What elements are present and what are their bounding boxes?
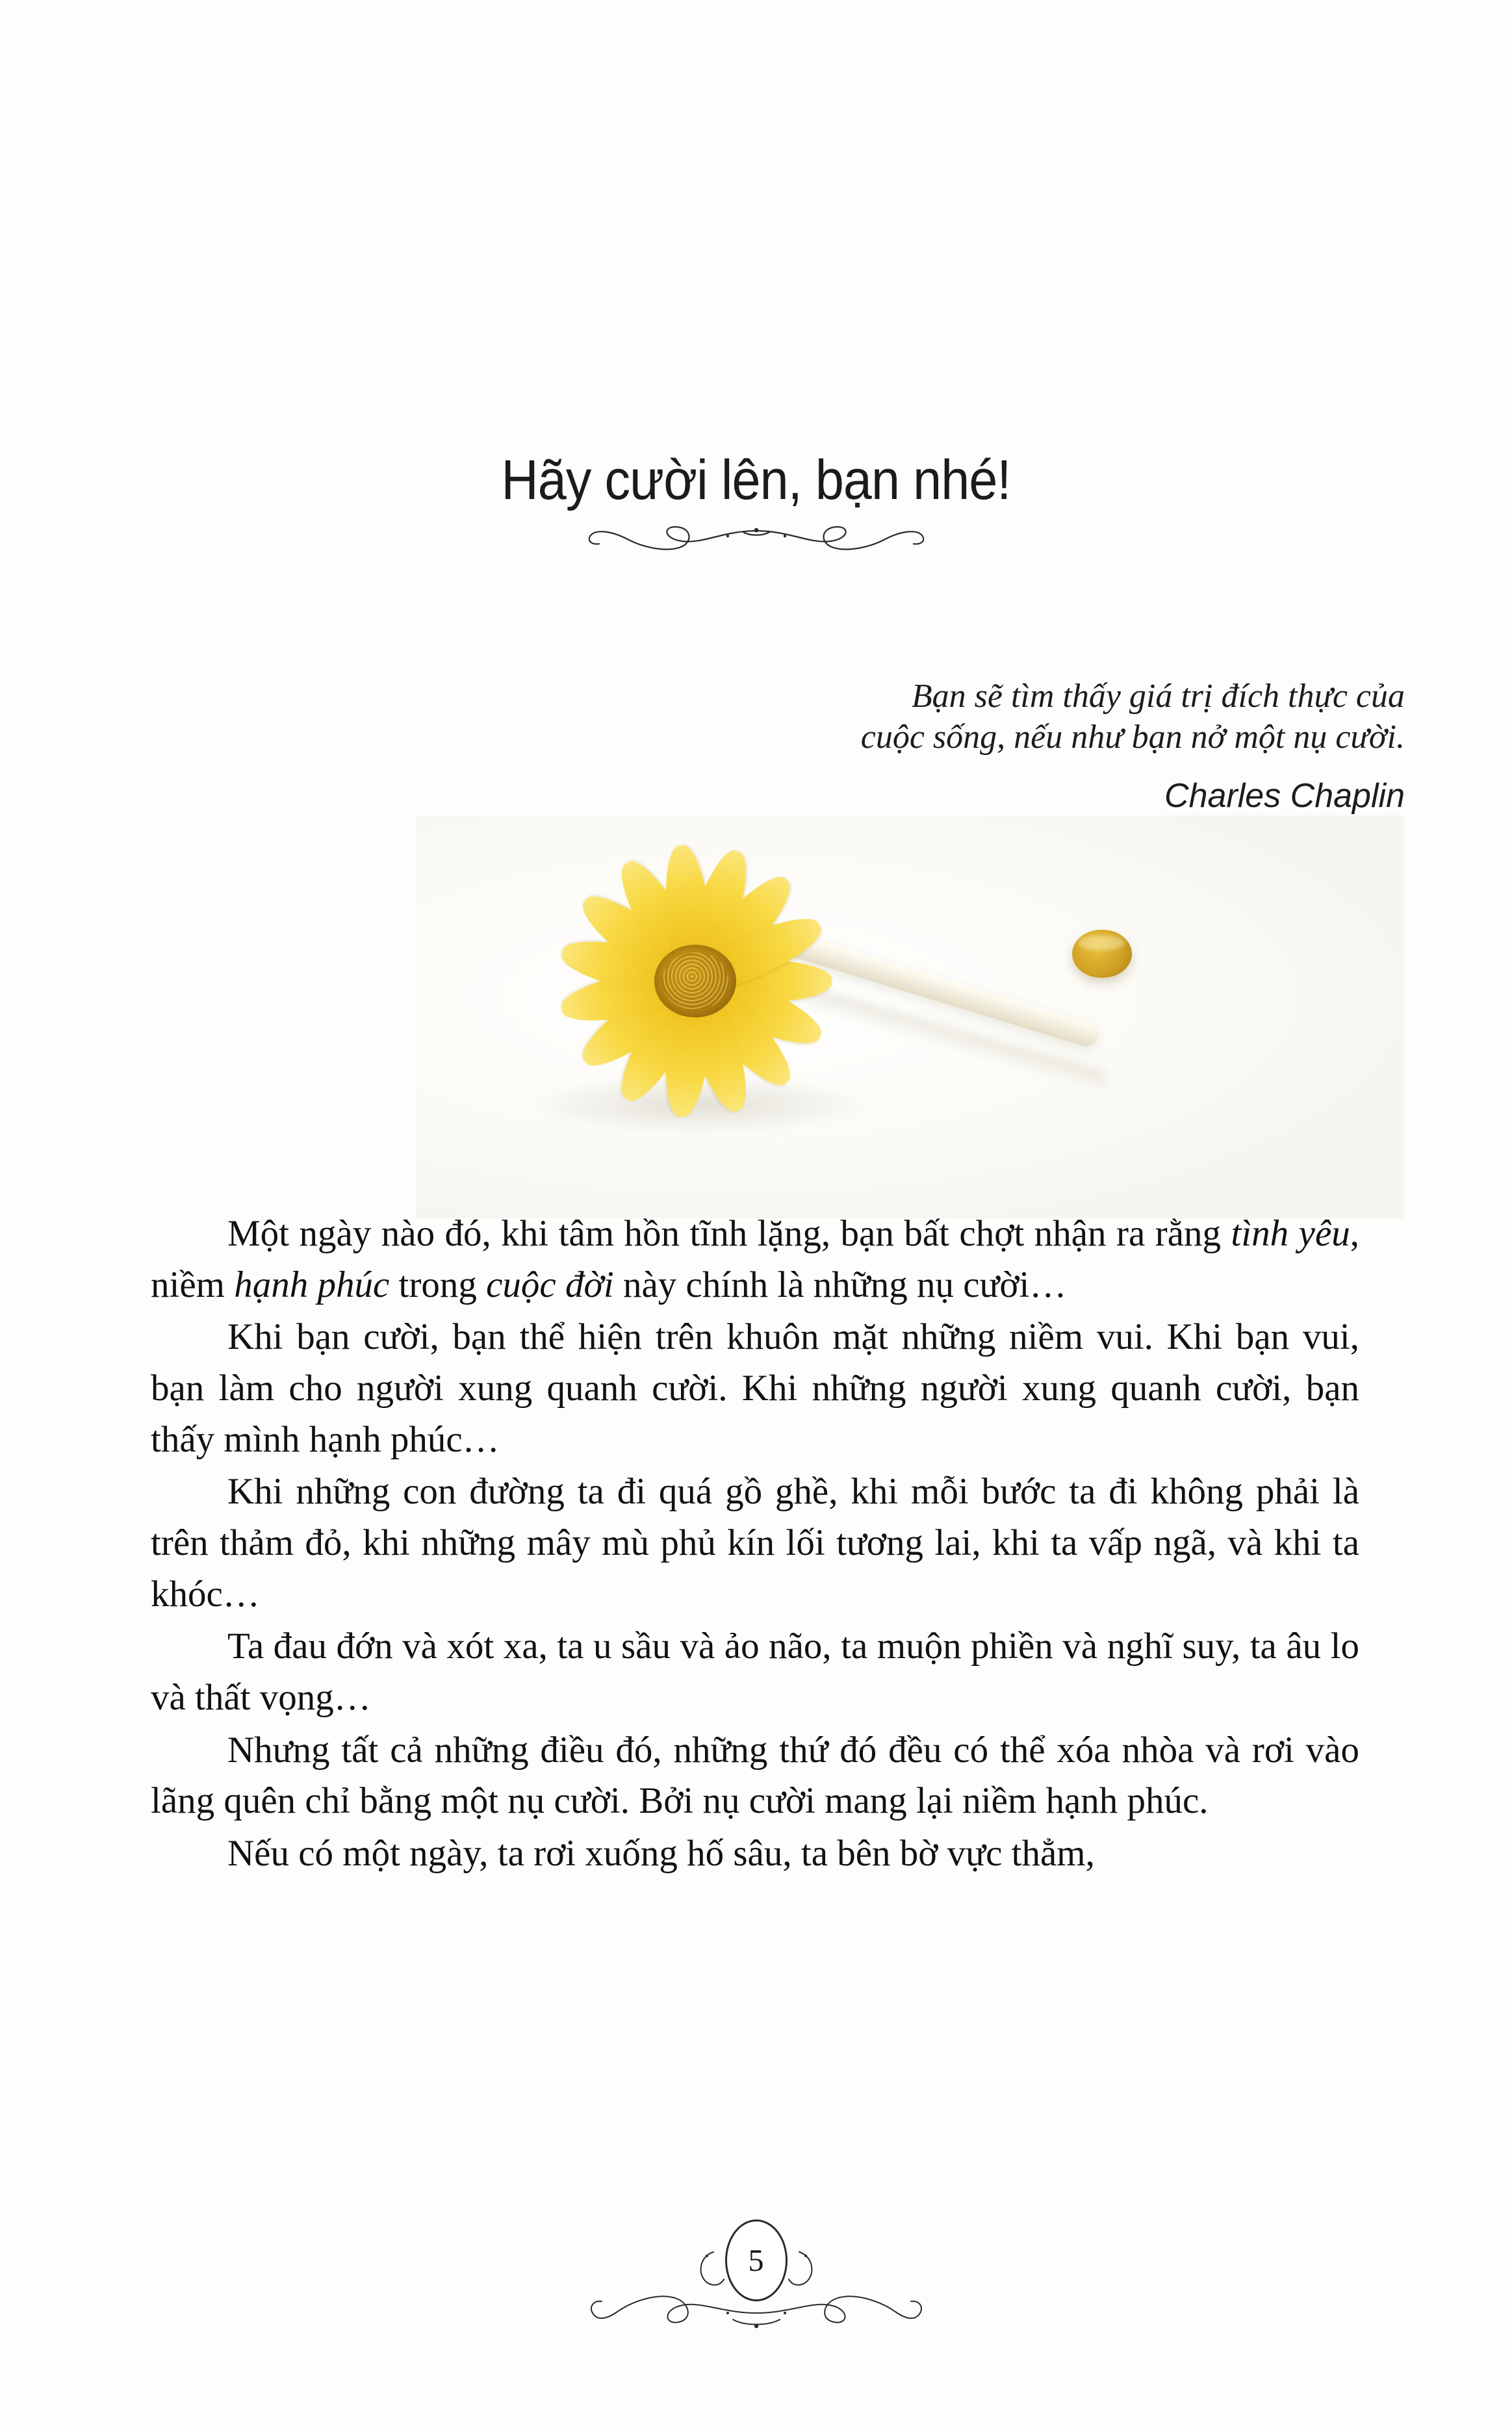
title-block [0, 448, 1512, 567]
paragraph [151, 1725, 1359, 1827]
page-number: 5 [725, 2219, 788, 2301]
paragraph-text-1: Một ngày nào đó, khi tâm hồn tĩnh lặng, bạn bất chợt nhận ra rằng tình yêu, niềm hạnh phúc trong cuộc đời này chính là những nụ cười… [151, 1213, 1359, 1305]
title-ornament-divider [529, 522, 984, 567]
page-title: Hãy cười lên, bạn nhé! [501, 449, 1011, 511]
daisy-flower-icon [513, 841, 877, 1121]
epigraph-quote [716, 676, 1405, 815]
paragraph [151, 1312, 1359, 1465]
quote-author: Charles Chaplin [1164, 776, 1405, 815]
quote-line-1: Bạn sẽ tìm thấy giá trị đích thực của [911, 678, 1405, 715]
flower-photograph [416, 815, 1403, 1218]
body-text [151, 1209, 1359, 1881]
quote-line-2: cuộc sống, nếu như bạn nở một nụ cười. [860, 719, 1405, 756]
paragraph-text-2: Khi bạn cười, bạn thể hiện trên khuôn mặt những niềm vui. Khi bạn vui, bạn làm cho người xung quanh cười. Khi những người xung quanh cười, bạn thấy mình hạnh phúc… [151, 1316, 1359, 1460]
page-footer [0, 2216, 1512, 2352]
paragraph-text-5: Nhưng tất cả những điều đó, những thứ đó đều có thể xóa nhòa và rơi vào lãng quên chỉ bằng một nụ cười. Bởi nụ cười mang lại niềm hạnh phúc. [151, 1729, 1359, 1822]
flower-center [654, 945, 736, 1017]
paragraph [151, 1828, 1359, 1880]
paragraph [151, 1621, 1359, 1723]
paragraph-text-3: Khi những con đường ta đi quá gồ ghề, khi mỗi bước ta đi không phải là trên thảm đỏ, khi những mây mù phủ kín lối tương lai, khi ta vấp ngã, và khi ta khóc… [151, 1471, 1359, 1615]
paragraph [151, 1209, 1359, 1311]
flower-bud-icon [1072, 930, 1132, 978]
paragraph [151, 1466, 1359, 1620]
paragraph-text-6: Nếu có một ngày, ta rơi xuống hố sâu, ta bên bờ vực thẳm, [227, 1832, 1095, 1874]
page-number-block [574, 2216, 938, 2352]
paragraph-text-4: Ta đau đớn và xót xa, ta u sầu và ảo não, ta muộn phiền và nghĩ suy, ta âu lo và thất vọng… [151, 1626, 1359, 1718]
